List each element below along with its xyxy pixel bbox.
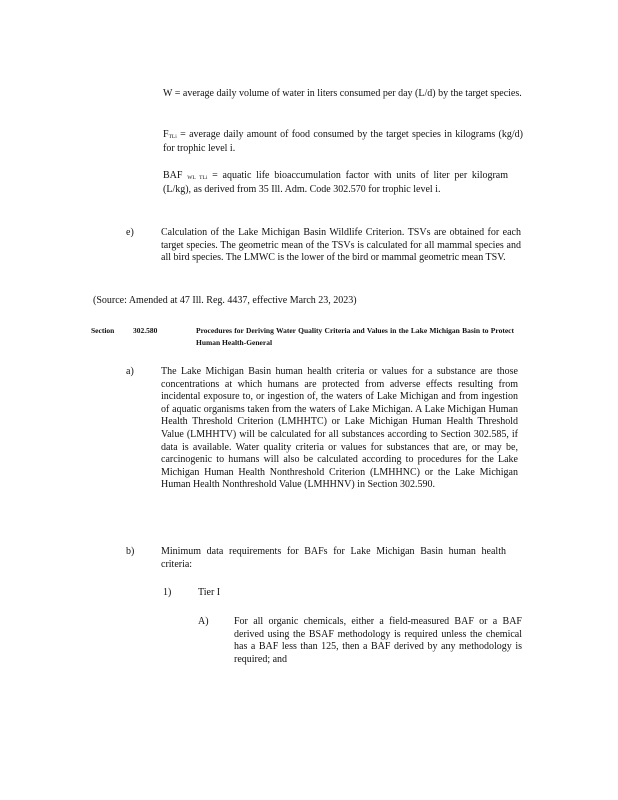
definition-baf-symbol: BAF: [163, 170, 183, 181]
definition-baf-body: = aquatic life bioaccumulation factor with units of liter per kilogram (L/kg), as derived from 35 Ill. Adm. Code 302.570 for trophic level i.: [163, 170, 509, 195]
definition-f-body: = average daily amount of food consumed by the target species in kilograms (kg/d) for trophic level i.: [163, 129, 523, 154]
definition-f: [163, 129, 523, 155]
item-1-text: Tier I: [198, 587, 221, 598]
section-title: Procedures for Deriving Water Quality Criteria and Values in the Lake Michigan Basin to Protect Human Health-General: [196, 326, 514, 347]
item-A-text: For all organic chemicals, either a field-measured BAF or a BAF derived using the BSAF methodology is required unless the chemical has a BAF less than 125, then a BAF derived by any methodology is required; and: [234, 616, 522, 665]
section-number: 302.580: [133, 326, 158, 335]
item-1-label: 1): [163, 587, 172, 598]
definition-baf: [163, 170, 508, 196]
definition-w-text: W = average daily volume of water in liters consumed per day (L/d) by the target species.: [163, 88, 522, 99]
item-b-label: b): [126, 546, 135, 557]
item-a-label: a): [126, 366, 134, 377]
definition-f-text: [163, 129, 523, 155]
item-a-text: The Lake Michigan Basin human health criteria or values for a substance are those concentrations at which humans are protected from adverse effects resulting from incidental exposure to, or ingestion of, the waters of Lake Michigan and from ingestion of aquatic organisms taken from the waters of Lake Michigan. A Lake Michigan Human Health Threshold Criterion (LMHHTC) or Lake Michigan Human Health Threshold Value (LMHHTV) will be calculated for all substances according to Section 302.585, if data is available. Water quality criteria or values for substances that are, or may be, carcinogenic to humans will also be calculated according to procedures for the Lake Michigan Human Health Nonthreshold Criterion (LMHHNC) or the Lake Michigan Human Health Nonthreshold Value (LMHHNV) in Section 302.590.: [161, 366, 518, 491]
definition-baf-text: [163, 170, 508, 196]
item-e-text: Calculation of the Lake Michigan Basin Wildlife Criterion. TSVs are obtained for each target species. The geometric mean of the TSVs is calculated for all mammal species and all bird species. The LMWC is the lower of the bird or mammal geometric mean TSV.: [161, 227, 521, 264]
source-note: (Source: Amended at 47 Ill. Reg. 4437, effective March 23, 2023): [93, 295, 357, 306]
definition-baf-subscript: WL TLi: [187, 175, 208, 181]
item-b-text: Minimum data requirements for BAFs for Lake Michigan Basin human health criteria:: [161, 546, 506, 570]
definition-f-symbol: F: [163, 129, 169, 140]
section-label: Section: [91, 326, 115, 335]
definition-w: [163, 88, 523, 101]
item-e-label: e): [126, 227, 134, 238]
item-A-label: A): [198, 616, 209, 627]
definition-f-subscript: TLi: [168, 134, 177, 140]
